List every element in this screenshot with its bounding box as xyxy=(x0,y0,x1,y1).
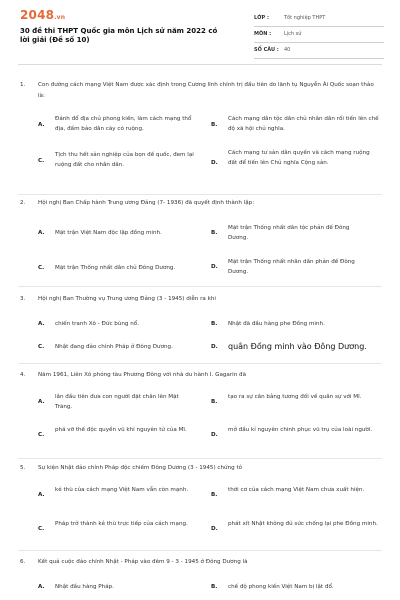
question-text: Con đường cách mạng Việt Nam được xác định trong Cương lĩnh chính trị đầu tiên do lãnh tụ Nguyễn Ái Quốc soạn thảo là: xyxy=(38,82,374,99)
option-letter: A. xyxy=(38,584,45,590)
question-divider xyxy=(18,194,382,195)
meta-value: Lịch sử xyxy=(284,31,302,37)
meta-row-class xyxy=(254,11,384,27)
question-number: 5. xyxy=(20,465,26,471)
question-divider xyxy=(18,363,382,364)
option-text: Đánh đổ địa chủ phong kiến, làm cách mạng thổ địa, đấm bảo dân cày có ruộng. xyxy=(55,116,192,132)
option-letter: C. xyxy=(38,432,45,438)
question-number: 2. xyxy=(20,200,26,206)
option-text: Cách mạng dân tộc dân chủ nhân dân rồi tiến lên chế độ xã hội chủ nghĩa. xyxy=(228,116,379,132)
option-text: Mặt trận Thống nhất dân chủ Đông Dương. xyxy=(55,265,176,271)
question-number: 4. xyxy=(20,372,26,378)
option-letter: C. xyxy=(38,158,45,164)
option-text: lần đầu tiên đưa con người đặt chân lên Mặt Trăng. xyxy=(55,394,179,410)
option-letter: A. xyxy=(38,399,45,405)
document-header xyxy=(0,0,400,62)
option-text: chế độ phong kiến Việt Nam bị lật đổ. xyxy=(228,584,334,590)
option-letter: C. xyxy=(38,265,45,271)
meta-table xyxy=(254,11,384,59)
option-letter: D. xyxy=(211,526,218,532)
question-divider xyxy=(18,550,382,551)
option-text: Nhật đang đảo chính Pháp ở Đông Dương. xyxy=(55,344,173,350)
option-letter: C. xyxy=(38,344,45,350)
option-text: kẻ thù của cách mạng Việt Nam vẫn còn mạnh. xyxy=(55,487,189,493)
option-text: Mặt trận Việt Nam độc lập đồng minh. xyxy=(55,230,162,236)
option-letter: B. xyxy=(211,492,218,498)
option-text: Cách mạng tư sản dân quyền và cách mạng ruộng đất để tiến lên Chủ nghĩa Cộng sản. xyxy=(228,150,370,166)
option-letter: A. xyxy=(38,122,45,128)
option-letter: B. xyxy=(211,321,218,327)
option-letter: B. xyxy=(211,230,218,236)
logo-number: 2048 xyxy=(20,8,55,22)
option-letter: D. xyxy=(211,160,218,166)
option-text: tạo ra sự cân bằng tương đối về quân sự với Mĩ. xyxy=(228,394,362,400)
question-number: 6. xyxy=(20,559,26,565)
header-divider xyxy=(18,64,382,65)
question-divider xyxy=(18,458,382,459)
option-text: Tịch thu hết sản nghiệp của bọn đế quốc, đem lại ruộng đất cho nhân dân. xyxy=(55,152,194,168)
option-letter: A. xyxy=(38,492,45,498)
option-letter: B. xyxy=(211,584,218,590)
option-text: thời cơ của cách mạng Việt Nam chưa xuất hiện. xyxy=(228,487,365,493)
option-text: phá vỡ thế độc quyền vũ khí nguyên tử của Mĩ. xyxy=(55,427,187,433)
option-letter: C. xyxy=(38,526,45,532)
question-text: Hội nghị Ban Chấp hành Trung ương Đảng (7- 1936) đã quyết định thành lập: xyxy=(38,200,255,206)
question-divider xyxy=(18,286,382,287)
option-text: quân Đồng minh vào Đông Dương. xyxy=(228,342,367,351)
option-text: Mặt trận Thống nhất dân tộc phản đế Đông Dương. xyxy=(228,225,350,241)
option-text: mở đầu kỉ nguyên chinh phục vũ trụ của loài người. xyxy=(228,427,373,433)
meta-value: 40 xyxy=(284,47,291,53)
meta-row-count xyxy=(254,43,384,59)
site-logo[interactable] xyxy=(20,8,65,22)
option-text: phát xít Nhật không đủ sức chống lại phe Đồng minh. xyxy=(228,521,378,527)
option-text: Mặt trận Thống nhất nhân dân phản đế Đông Dương. xyxy=(228,259,355,275)
question-text: Kết quả cuộc đảo chính Nhật - Pháp vào đêm 9 - 3 - 1945 ở Đông Dương là xyxy=(38,559,248,565)
meta-key: MÔN : xyxy=(254,31,272,37)
option-letter: B. xyxy=(211,122,218,128)
meta-key: SỐ CÂU : xyxy=(254,47,279,53)
question-text: Năm 1961, Liên Xô phóng tàu Phương Đông với nhà du hành I. Gagarin đã xyxy=(38,372,247,378)
meta-key: LỚP : xyxy=(254,15,269,21)
option-text: Nhật đã đầu hàng phe Đồng minh. xyxy=(228,321,325,327)
option-text: chiến tranh Xô - Đức bùng nổ. xyxy=(55,321,140,327)
option-text: Nhật đầu hàng Pháp. xyxy=(55,584,114,590)
question-number: 1. xyxy=(20,82,26,88)
question-text: Hội nghị Ban Thường vụ Trung ương Đảng (3 - 1945) diễn ra khi xyxy=(38,296,216,302)
option-letter: D. xyxy=(211,432,218,438)
question-number: 3. xyxy=(20,296,26,302)
meta-value: Tốt nghiệp THPT xyxy=(284,15,326,21)
option-letter: A. xyxy=(38,230,45,236)
option-letter: A. xyxy=(38,321,45,327)
logo-domain: .vn xyxy=(54,14,66,21)
option-letter: D. xyxy=(211,264,218,270)
option-text: Pháp trở thành kẻ thù trực tiếp của cách mạng. xyxy=(55,521,188,527)
option-letter: B. xyxy=(211,399,218,405)
question-text: Sự kiện Nhật đảo chính Pháp độc chiếm Đông Dương (3 - 1945) chứng tỏ xyxy=(38,465,243,471)
option-letter: D. xyxy=(211,344,218,350)
document-title: 30 đề thi THPT Quốc gia môn Lịch sử năm 2022 có lời giải (Đề số 10) xyxy=(20,27,218,44)
meta-row-subject xyxy=(254,27,384,43)
